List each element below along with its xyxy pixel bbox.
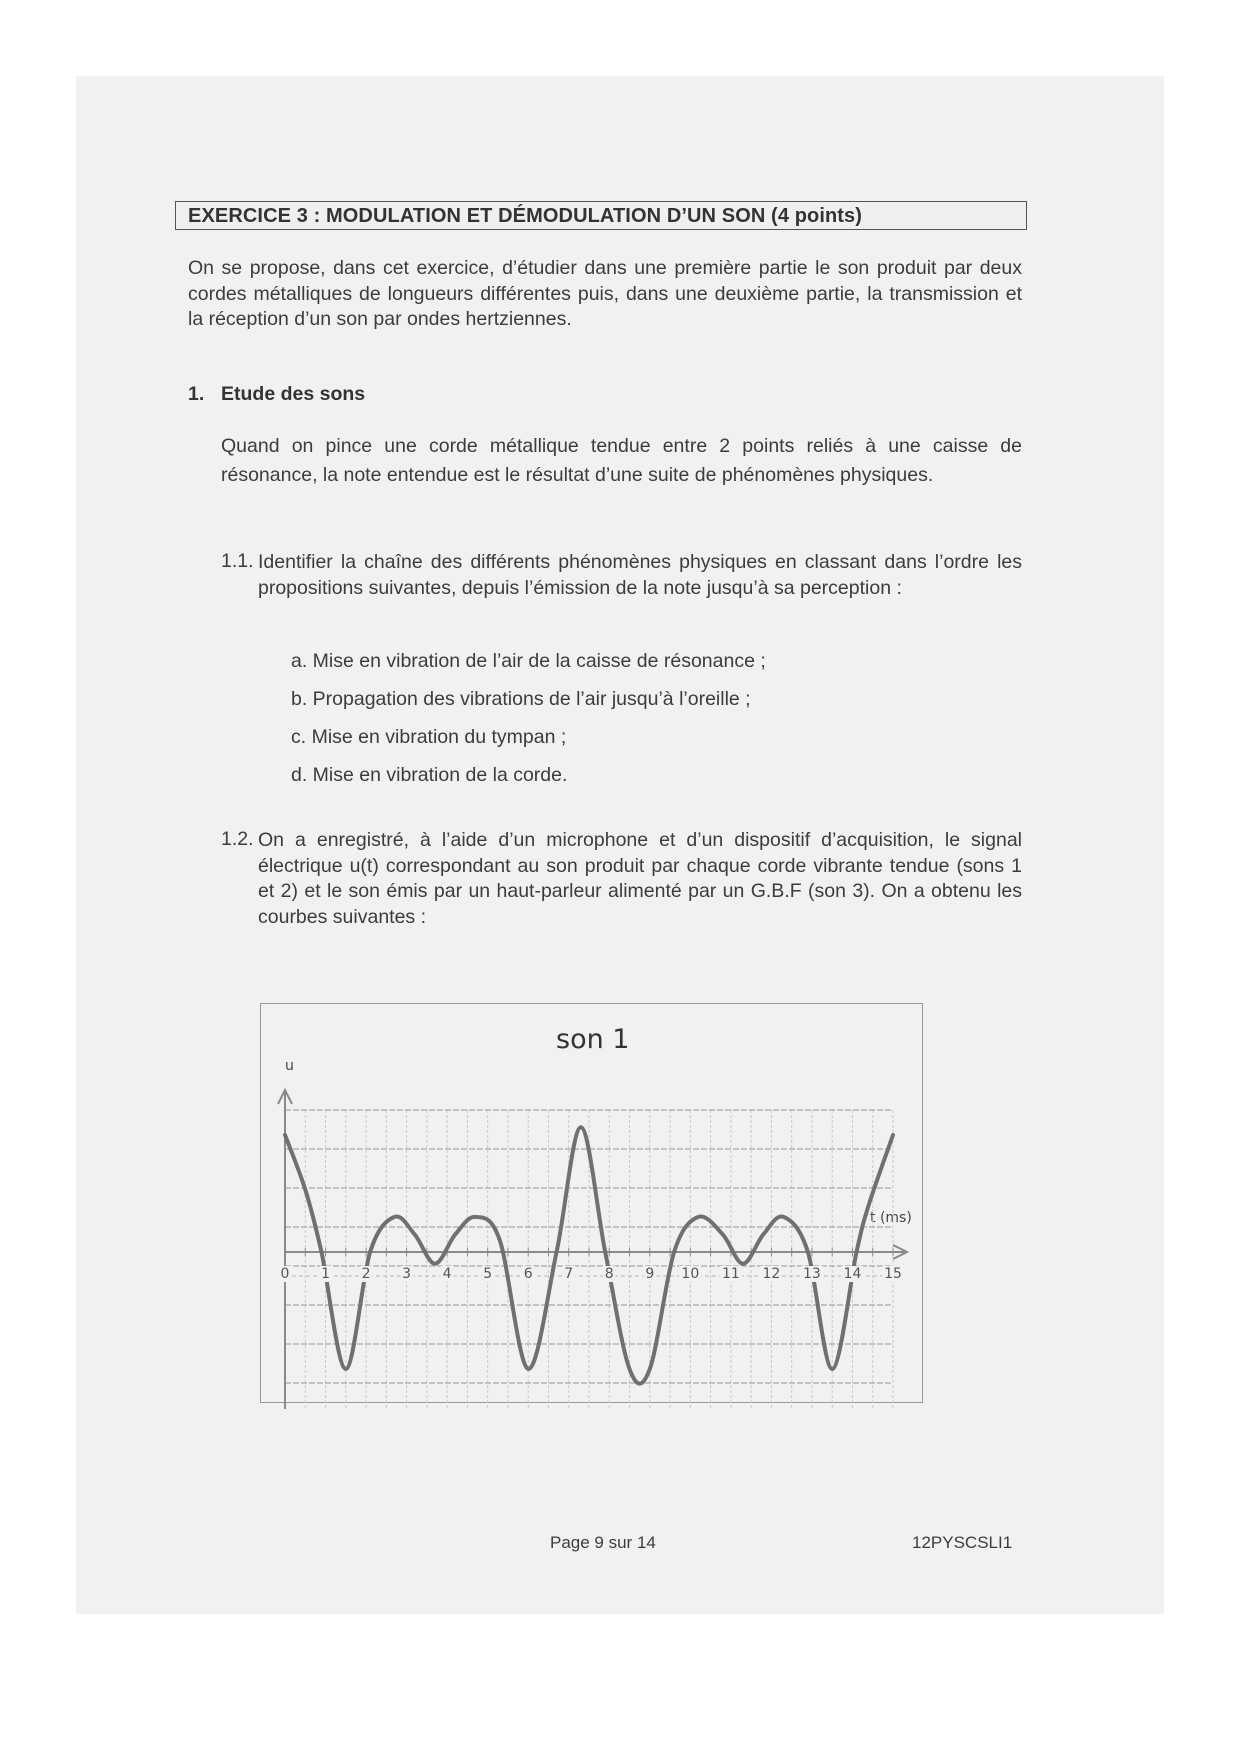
exercise-title: EXERCICE 3 : MODULATION ET DÉMODULATION D’UN SON (4 points)	[188, 205, 863, 227]
x-tick-label: 10	[681, 1266, 700, 1282]
x-tick-label: 8	[604, 1266, 614, 1282]
question-1-1-text: Identifier la chaîne des différents phénomènes physiques en classant dans l’ordre les propositions suivantes, depuis l’émission de la note jusqu’à sa perception :	[258, 551, 1022, 599]
list-item: a. Mise en vibration de l’air de la caisse de résonance ;	[291, 650, 766, 672]
x-tick-label: 11	[721, 1266, 740, 1282]
x-tick-label: 3	[402, 1266, 412, 1282]
y-axis-label: u	[285, 1058, 294, 1074]
page-number: Page 9 sur 14	[550, 1533, 656, 1552]
x-tick-label: 12	[762, 1266, 781, 1282]
question-1-2-number: 1.2.	[221, 828, 254, 850]
x-tick-label: 5	[483, 1266, 493, 1282]
x-tick-label: 2	[361, 1266, 371, 1282]
x-tick-label: 0	[280, 1266, 290, 1282]
x-tick-label: 4	[442, 1266, 452, 1282]
section-intro: Quand on pince une corde métallique tendue entre 2 points reliés à une caisse de résonance, la note entendue est le résultat d’une suite de phénomènes physiques.	[221, 435, 1022, 486]
x-tick-label: 13	[803, 1266, 821, 1282]
list-item: b. Propagation des vibrations de l’air jusqu’à l’oreille ;	[291, 688, 751, 710]
list-item: c. Mise en vibration du tympan ;	[291, 726, 567, 748]
x-tick-label: 6	[523, 1266, 533, 1282]
x-tick-label: 9	[645, 1266, 655, 1282]
exercise-intro: On se propose, dans cet exercice, d’étudier dans une première partie le son produit par deux cordes métalliques de longueurs différentes puis, dans une deuxième partie, la transmission et la réception d’un son par ondes hertziennes.	[188, 257, 1022, 330]
section-heading: Etude des sons	[221, 383, 366, 405]
document-code: 12PYSCSLI1	[912, 1533, 1013, 1552]
x-tick-label: 7	[564, 1266, 574, 1282]
question-1-2-text: On a enregistré, à l’aide d’un microphone et d’un dispositif d’acquisition, le signal électrique u(t) correspondant au son produit par chaque corde vibrante tendue (sons 1 et 2) et le son émis par un haut-parleur alimenté par un G.B.F (son 3). On a obtenu les courbes suivantes :	[258, 829, 1022, 928]
list-item: d. Mise en vibration de la corde.	[291, 764, 568, 786]
x-tick-label: 1	[321, 1266, 330, 1282]
chart-title: son 1	[556, 1024, 630, 1055]
x-axis-label: t (ms)	[870, 1210, 912, 1226]
section-number: 1.	[188, 383, 205, 405]
x-tick-label: 15	[884, 1266, 902, 1282]
x-tick-label: 14	[843, 1266, 862, 1282]
question-1-1-number: 1.1.	[221, 550, 254, 572]
